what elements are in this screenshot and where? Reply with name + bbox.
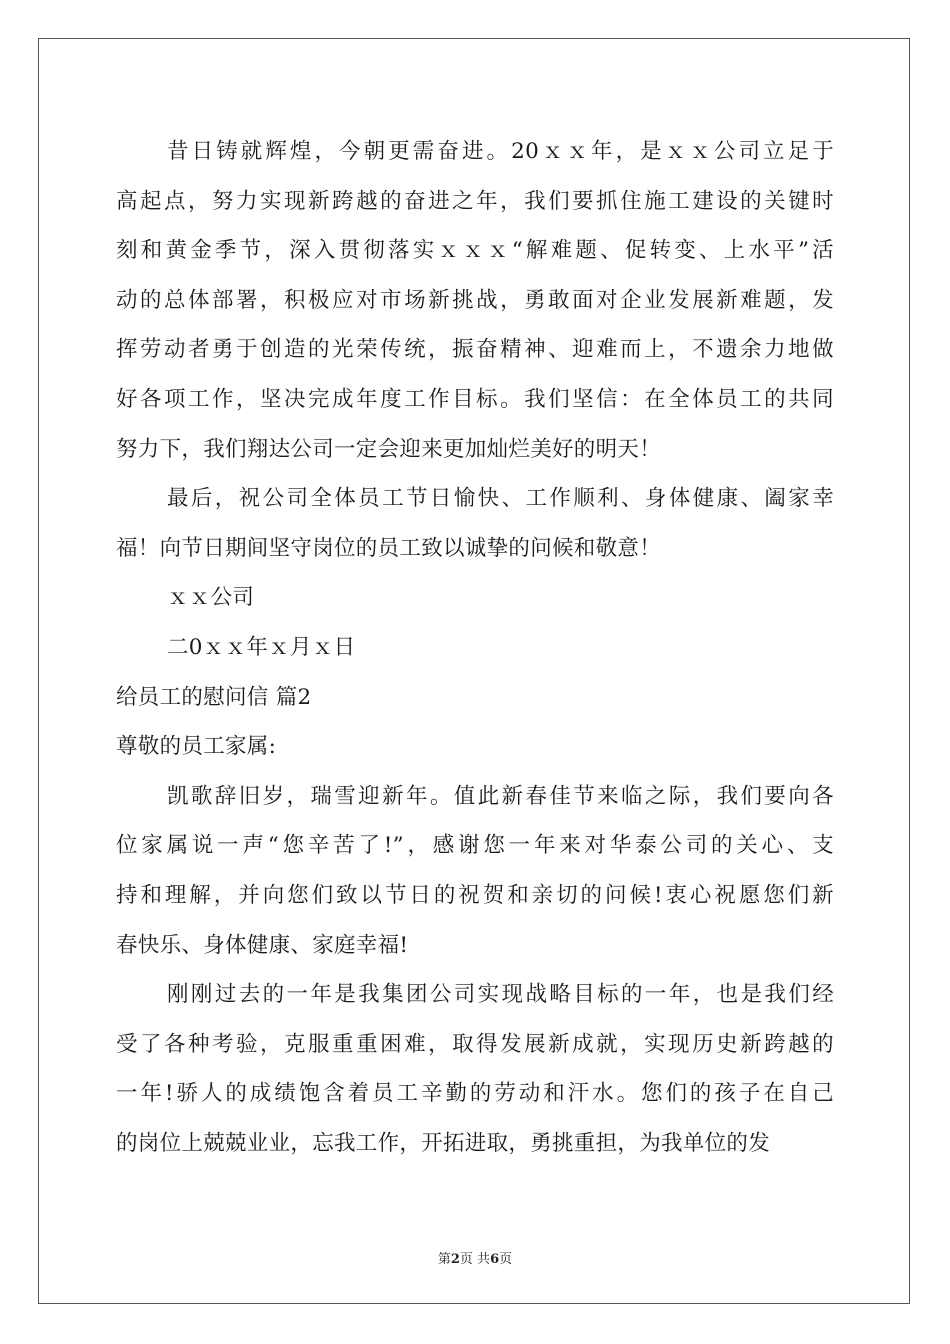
paragraph-line: 刻和黄金季节，深入贯彻落实ｘｘｘ“解难题、促转变、上水平”活	[116, 238, 834, 264]
paragraph-line: 努力下，我们翔达公司一定会迎来更加灿烂美好的明天！	[116, 436, 662, 462]
paragraph-line: 动的总体部署，积极应对市场新挑战，勇敢面对企业发展新难题，发	[116, 287, 834, 313]
paragraph-line: 最后，祝公司全体员工节日愉快、工作顺利、身体健康、阖家幸	[167, 486, 834, 512]
footer-page-number: 2	[450, 1252, 460, 1267]
paragraph-line: 挥劳动者勇于创造的光荣传统，振奋精神、迎难而上，不遗余力地做	[116, 337, 834, 363]
paragraph-line: 刚刚过去的一年是我集团公司实现战略目标的一年，也是我们经	[167, 982, 834, 1008]
paragraph-line: 的岗位上兢兢业业，忘我工作，开拓进取，勇挑重担，为我单位的发	[116, 1130, 771, 1156]
paragraph-line: 福！向节日期间坚守岗位的员工致以诚挚的问候和敬意！	[116, 535, 662, 561]
paragraph-line: 给员工的慰问信 篇2	[116, 684, 312, 710]
document-body	[116, 127, 834, 1168]
paragraph-line: 一年!骄人的成绩饱含着员工辛勤的劳动和汗水。您们的孩子在自己	[116, 1081, 834, 1107]
paragraph-line: 尊敬的员工家属:	[116, 734, 277, 760]
paragraph-line: 位家属说一声“您辛苦了!”，感谢您一年来对华泰公司的关心、支	[116, 833, 834, 859]
paragraph-line: 持和理解，并向您们致以节日的祝贺和亲切的问候!衷心祝愿您们新	[116, 882, 834, 908]
paragraph-line: 二0ｘｘ年ｘ月ｘ日	[167, 634, 356, 660]
paragraph-line: 好各项工作，坚决完成年度工作目标。我们坚信：在全体员工的共同	[116, 386, 834, 412]
paragraph-line: 受了各种考验，克服重重困难，取得发展新成就，实现历史新跨越的	[116, 1031, 834, 1057]
paragraph-line: 昔日铸就辉煌，今朝更需奋进。20ｘｘ年，是ｘｘ公司立足于	[167, 139, 834, 164]
footer-suffix: 页	[499, 1252, 513, 1267]
paragraph-line: 凯歌辞旧岁，瑞雪迎新年。值此新春佳节来临之际，我们要向各	[167, 783, 834, 809]
paragraph-line: 春快乐、身体健康、家庭幸福!	[116, 932, 409, 958]
footer-prefix: 第	[437, 1252, 451, 1267]
paragraph-line: ｘｘ公司	[167, 585, 255, 611]
footer-total-pages: 6	[490, 1252, 500, 1267]
page-footer	[0, 1248, 950, 1267]
footer-mid: 页 共	[459, 1252, 491, 1267]
paragraph-line: 高起点，努力实现新跨越的奋进之年，我们要抓住施工建设的关键时	[116, 188, 834, 214]
